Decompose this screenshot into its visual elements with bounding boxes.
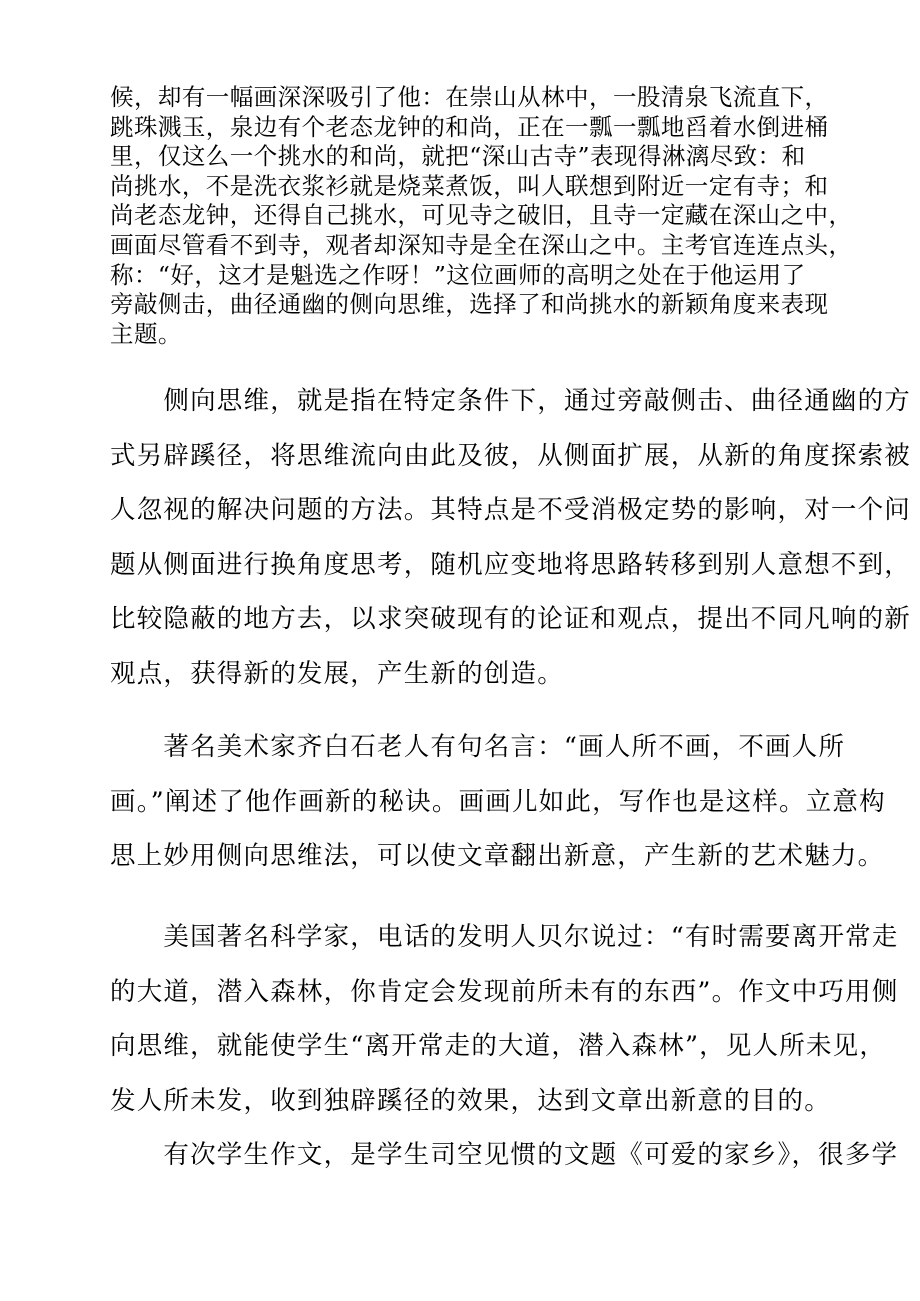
text-line: 著名美术家齐白石老人有句名言：“画人所不画，不画人所 bbox=[110, 732, 846, 762]
text-line: 观点，获得新的发展，产生新的创造。 bbox=[110, 658, 564, 689]
text-line: 旁敲侧击，曲径通幽的侧向思维，选择了和尚挑水的新颖角度来表现 bbox=[110, 290, 829, 319]
paragraph-lateral-thinking-definition bbox=[110, 374, 912, 701]
text-line: 人忽视的解决问题的方法。其特点是不受消极定势的影响，对一个问 bbox=[110, 495, 912, 525]
text-line: 题从侧面进行换角度思考，随机应变地将思路转移到别人意想不到， bbox=[110, 549, 912, 580]
text-line: 画。”阐述了他作画新的秘诀。画画儿如此，写作也是这样。立意构 bbox=[110, 786, 886, 817]
text-line: 的大道，潜入森林，你肯定会发现前所未有的东西”。作文中巧用侧 bbox=[110, 976, 899, 1007]
text-line: 里，仅这么一个挑水的和尚，就把“深山古寺”表现得淋漓尽致：和 bbox=[110, 142, 806, 171]
text-line: 美国著名科学家，电话的发明人贝尔说过：“有时需要离开常走 bbox=[110, 922, 899, 952]
text-line: 式另辟蹊径，将思维流向由此及彼，从侧面扩展，从新的角度探索被 bbox=[110, 440, 912, 471]
paragraph-qi-baishi-quote bbox=[110, 720, 886, 884]
paragraph-story-ending bbox=[110, 83, 853, 349]
text-line: 向思维，就能使学生“离开常走的大道，潜入森林”，见人所未见， bbox=[110, 1031, 887, 1061]
text-line: 思上妙用侧向思维法，可以使文章翻出新意，产生新的艺术魅力。 bbox=[110, 841, 885, 871]
text-line: 跳珠溅玉，泉边有个老态龙钟的和尚，正在一瓢一瓢地舀着水倒进桶 bbox=[110, 112, 829, 141]
text-line: 比较隐蔽的地方去，以求突破现有的论证和观点，提出不同凡响的新 bbox=[110, 604, 912, 634]
text-line: 称：“好，这才是魁选之作呀！”这位画师的高明之处在于他运用了 bbox=[110, 260, 806, 289]
text-line: 尚挑水，不是洗衣浆衫就是烧菜煮饭，叫人联想到附近一定有寺；和 bbox=[110, 171, 829, 200]
paragraph-bell-quote bbox=[110, 910, 899, 1128]
text-line: 发人所未发，收到独辟蹊径的效果，达到文章出新意的目的。 bbox=[110, 1085, 831, 1116]
text-line: 侧向思维，就是指在特定条件下，通过旁敲侧击、曲径通幽的方 bbox=[110, 386, 912, 416]
paragraph-student-essay bbox=[110, 1128, 899, 1183]
text-line: 画面尽管看不到寺，观者却深知寺是全在深山之中。主考官连连点头， bbox=[110, 230, 853, 259]
text-line: 候，却有一幅画深深吸引了他：在崇山从林中，一股清泉飞流直下， bbox=[110, 83, 829, 111]
text-line: 主题。 bbox=[110, 319, 182, 348]
text-line: 有次学生作文，是学生司空见惯的文题《可爱的家乡》，很多学 bbox=[110, 1140, 899, 1170]
text-line: 尚老态龙钟，还得自己挑水，可见寺之破旧，且寺一定藏在深山之中， bbox=[110, 201, 853, 230]
